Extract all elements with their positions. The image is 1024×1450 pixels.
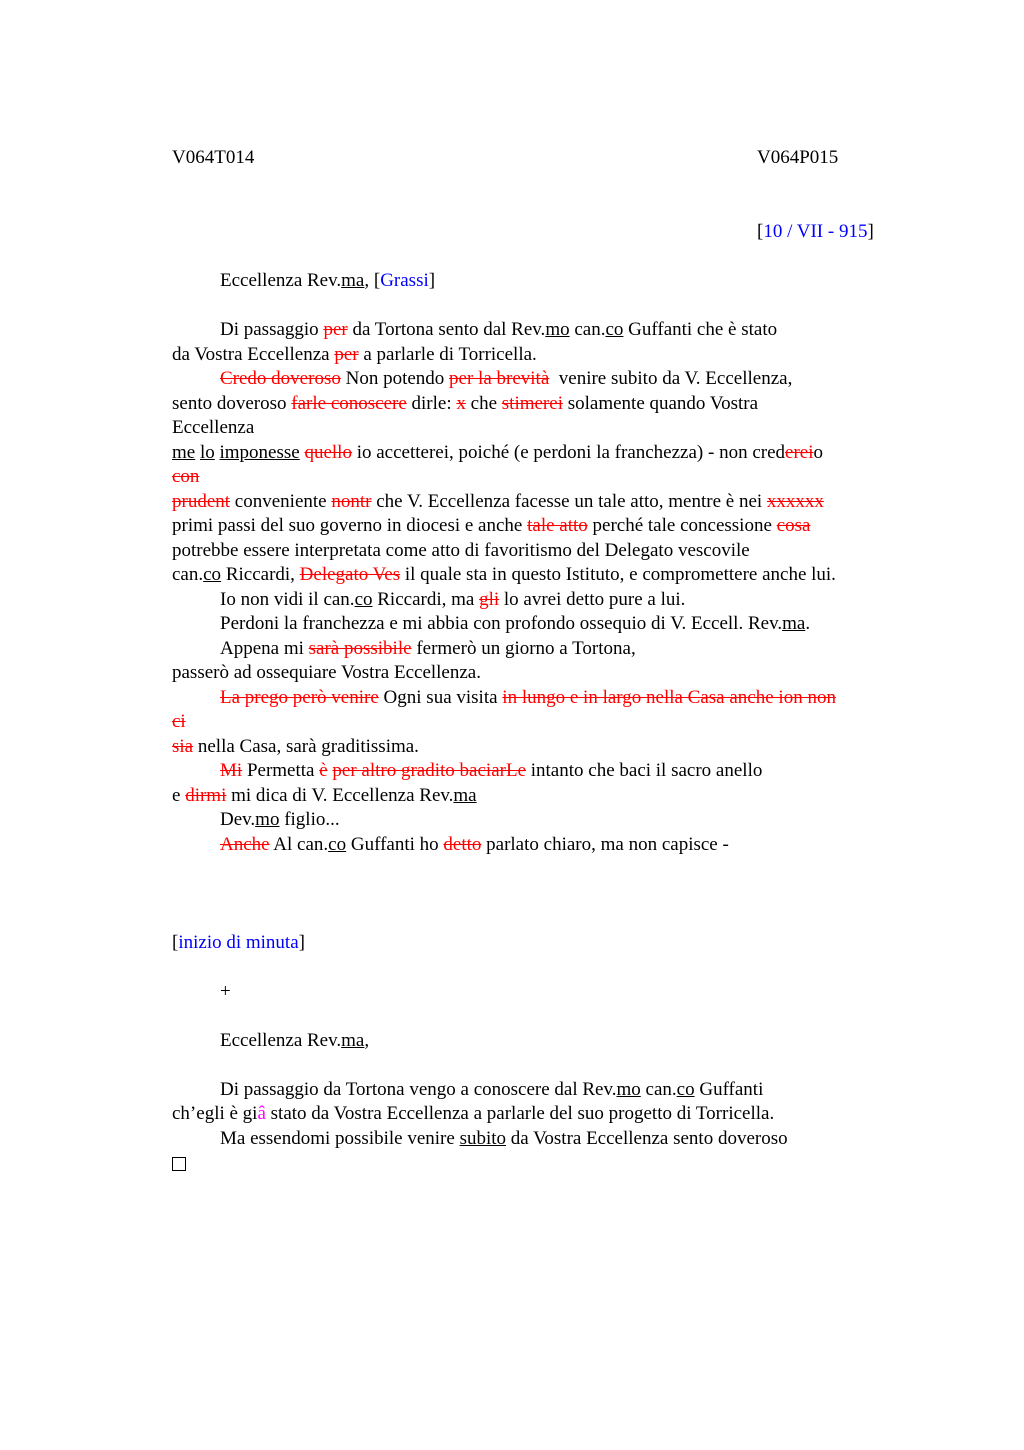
recipient-name: Grassi [380,270,429,291]
text-line: Mi Permetta è per altro gradito baciarLe intanto che baci il sacro anello [220,760,763,781]
text-line: ci [172,711,186,732]
text-line: Appena mi sarà possibile fermerò un giorno a Tortona, [220,637,636,659]
text-line: can.co Riccardi, Delegato Ves il quale sta in questo Istituto, e compromettere anche lui. [172,564,836,585]
text-line: Credo doveroso Non potendo per la brevità venire subito da V. Eccellenza, [220,368,793,389]
cross-symbol: + [220,980,231,1002]
text-line: Ma essendomi possibile venire subito da Vostra Eccellenza sento doveroso [220,1127,788,1149]
letter-date: [10 / VII - 915] [757,221,874,242]
text-line: Io non vidi il can.co Riccardi, ma gli lo avrei detto pure a lui. [220,588,686,610]
text-line: sia nella Casa, sarà graditissima. [172,735,419,757]
draft-label: [inizio di minuta] [172,931,305,953]
text-line: me lo imponesse quello io accetterei, poiché (e perdoni la franchezza) - non credereio [172,441,824,463]
date-value: 10 / VII - 915 [763,221,868,242]
letter-body [172,269,912,1176]
text-line: La prego però venire Ogni sua visita in lungo e in largo nella Casa anche ion non [220,686,836,708]
text-line: ch’egli è giâ stato da Vostra Eccellenza a parlarle del suo progetto di Torricella. [172,1103,775,1124]
right-document-code: V064P015 [757,147,839,168]
end-box-icon [172,1151,912,1176]
text-line: Di passaggio da Tortona vengo a conoscere dal Rev.mo can.co Guffanti [220,1078,764,1100]
signature-line: Dev.mo figlio... [220,809,340,830]
text-line: primi passi del suo governo in diocesi e anche tale atto perché tale concessione cosa [172,515,811,536]
text-line: Di passaggio per da Tortona sento dal Rev.mo can.co Guffanti che è stato [220,319,778,340]
text-line: prudent conveniente nontr che V. Eccellenza facesse un tale atto, mentre è nei xxxxxx [172,490,824,512]
text-line: con [172,466,200,487]
text-line: Eccellenza [172,417,255,438]
text-line: da Vostra Eccellenza per a parlarle di Torricella. [172,343,537,365]
text-line: potrebbe essere interpretata come atto di favoritismo del Delegato vescovile [172,539,750,561]
text-line: Perdoni la franchezza e mi abbia con profondo ossequio di V. Eccell. Rev.ma. [220,613,811,634]
left-document-code: V064T014 [172,147,255,168]
text-line: passerò ad ossequiare Vostra Eccellenza. [172,662,481,683]
text-line: e dirmi mi dica di V. Eccellenza Rev.ma [172,784,477,806]
draft-salutation: Eccellenza Rev.ma, [220,1029,370,1051]
text-line: sento doveroso farle conoscere dirle: x che stimerei solamente quando Vostra [172,392,759,414]
salutation: Eccellenza Rev.ma, [Grassi] [220,270,436,291]
text-line: Anche Al can.co Guffanti ho detto parlato chiaro, ma non capisce - [220,833,729,855]
